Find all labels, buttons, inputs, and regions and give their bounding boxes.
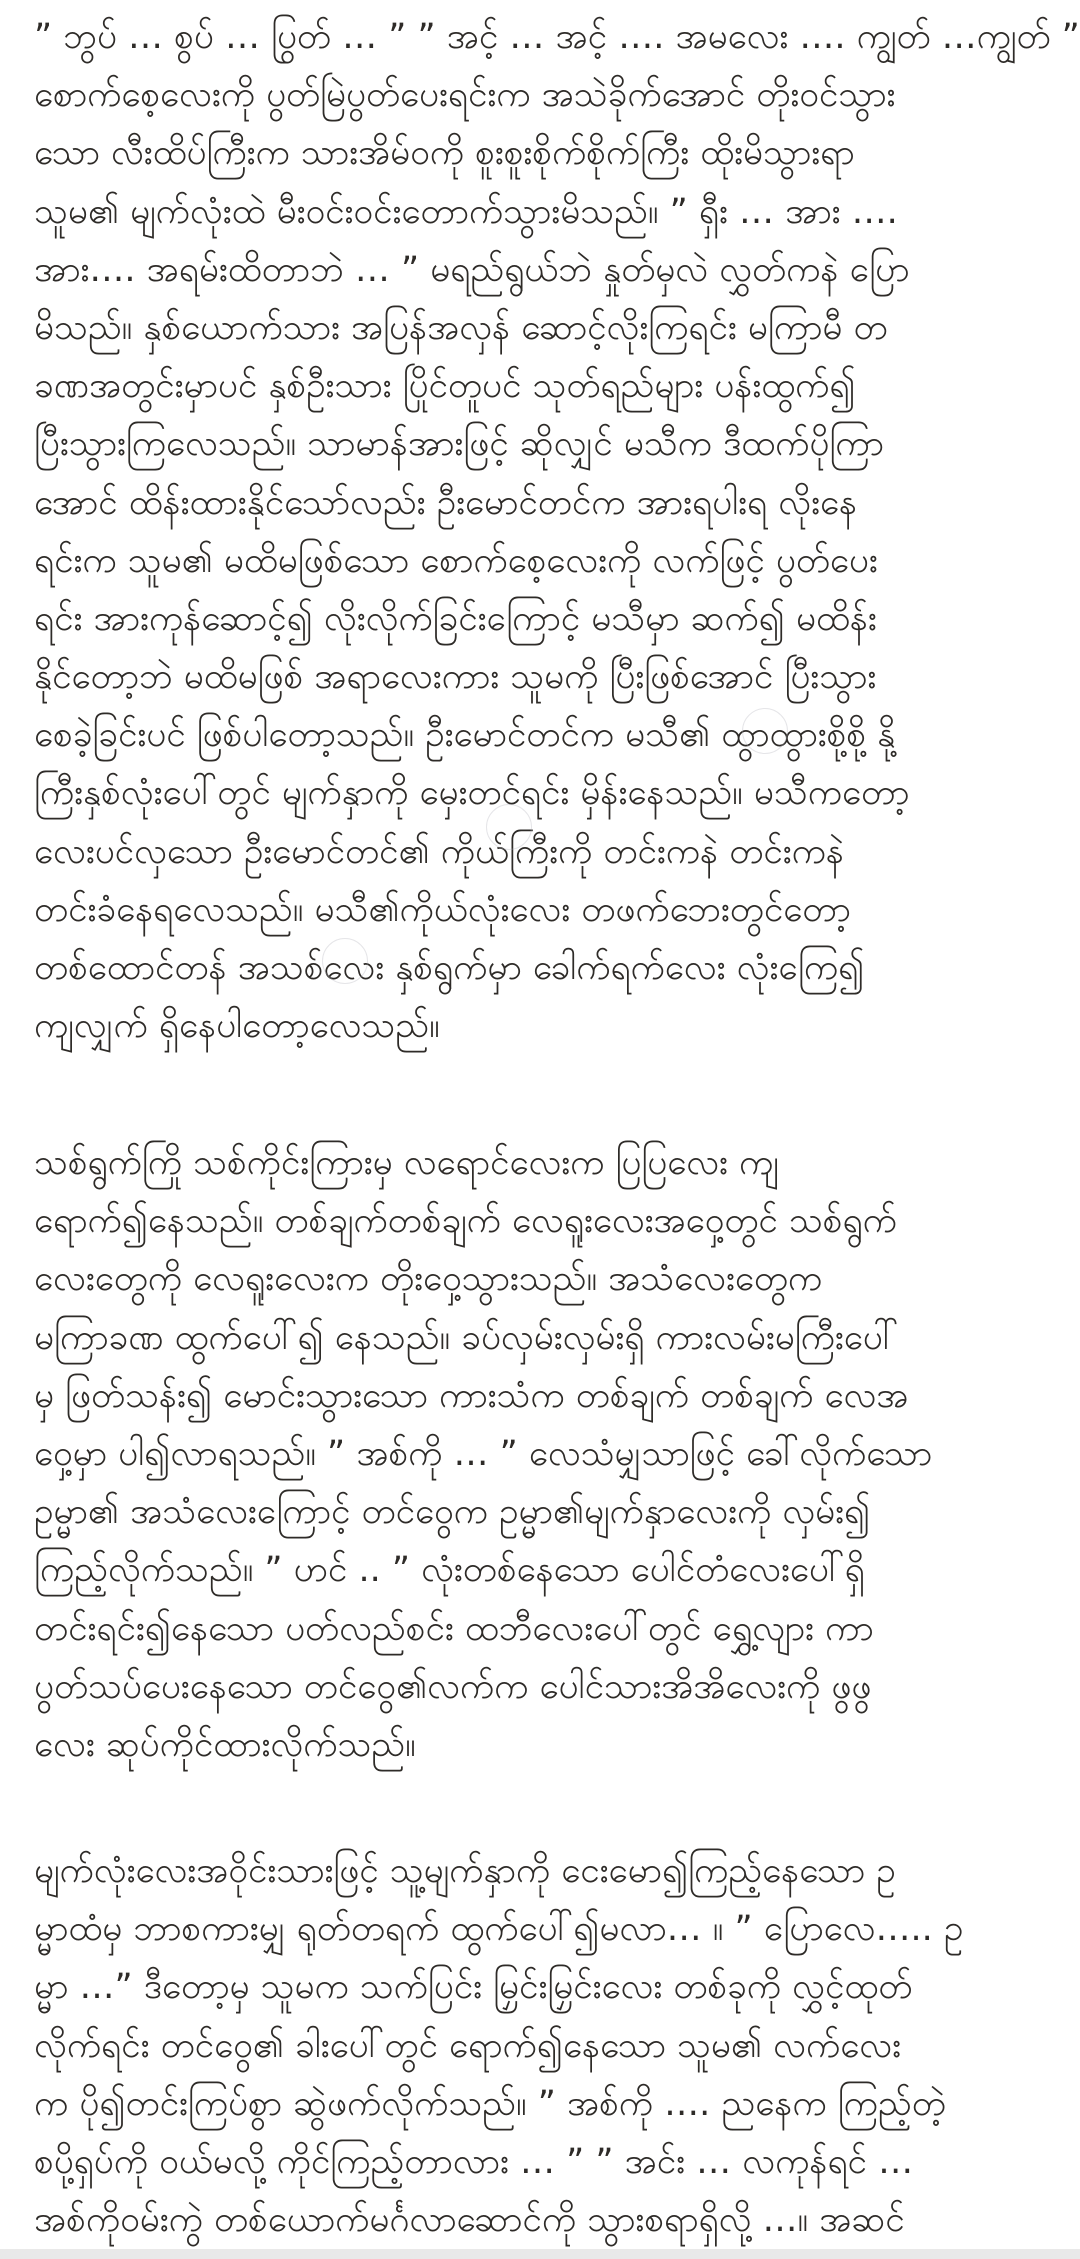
- text-line: မှ ဖြတ်သန်း၍ မောင်းသွားသော ကားသံက တစ်ချက် တစ်ချက် လေအ: [34, 1375, 909, 1416]
- text-line: ကျလျှက် ရှိနေပါတော့လေသည်။: [34, 1006, 440, 1047]
- text-line: ခဏအတွင်းမှာပင် နှစ်ဦးသား ပြိုင်တူပင် သုတ်ရည်များ ပန်းထွက်၍: [34, 366, 856, 407]
- text-line: တင်းရင်း၍နေသော ပတ်လည်စင်း ထဘီလေးပေါ်တွင် ရွှေ့လျား ကာ: [34, 1608, 874, 1649]
- bottom-edge-bar: [0, 2249, 1080, 2259]
- text-line: ကြီးနှစ်လုံးပေါ်တွင် မျက်နှာကို မှေးတင်ရင်း မှိန်းနေသည်။ မသီကတော့: [34, 773, 910, 814]
- text-line: က ပို၍တင်းကြပ်စွာ ဆွဲဖက်လိုက်သည်။ ” အစ်ကို …. ညနေက ကြည့်တဲ့: [34, 2083, 946, 2124]
- text-line: လိုက်ရင်း တင်ဝွေ၏ ခါးပေါ်တွင် ရောက်၍နေသော သူမ၏ လက်လေး: [34, 2025, 901, 2066]
- text-line: လေး ဆုပ်ကိုင်ထားလိုက်သည်။: [34, 1724, 416, 1765]
- text-line: ပွတ်သပ်ပေးနေသော တင်ဝွေ၏လက်က ပေါင်သားအိအိလေးကို ဖွဖွ: [34, 1666, 872, 1707]
- text-line: စပို့ရှပ်ကို ဝယ်မလို့ ကိုင်ကြည့်တာလား … ” ” အင်း … လကုန်ရင် …: [34, 2141, 914, 2182]
- text-line: ပြီးသွားကြလေသည်။ သာမာန်အားဖြင့် ဆိုလျှင် မသီက ဒီထက်ပိုကြာ: [34, 424, 884, 465]
- text-line: စောက်စေ့လေးကို ပွတ်မြဲပွတ်ပေးရင်းက အသဲခိုက်အောင် တိုးဝင်သွား: [34, 75, 896, 116]
- text-line: အစ်ကိုဝမ်းကွဲ တစ်ယောက်မင်္ဂလာဆောင်ကို သွားစရာရှိလို့ …။ အဆင်: [34, 2200, 905, 2241]
- text-line: တစ်ထောင်တန် အသစ်လေး နှစ်ရွက်မှာ ခေါက်ရက်လေး လုံးကြေ၍: [34, 948, 865, 988]
- paragraph-1: [34, 8, 1080, 1055]
- text-line: မ္မာ …” ဒီတော့မှ သူမက သက်ပြင်း မြှင်းမြှင်းလေး တစ်ခုကို လွှင့်ထုတ်: [34, 1967, 913, 2008]
- text-line: နိုင်တော့ဘဲ မထိမဖြစ် အရာလေးကား သူမကို ပြီးဖြစ်အောင် ပြီးသွား: [34, 657, 877, 698]
- text-line: မိသည်။ နှစ်ယောက်သား အပြန်အလှန် ဆောင့်လိုးကြရင်း မကြာမီ တ: [34, 307, 888, 348]
- text-line: လေးတွေကို လေရူးလေးက တိုးဝှေ့သွားသည်။ အသံလေးတွေက: [34, 1259, 823, 1300]
- text-line: အား…. အရမ်းထိတာဘဲ … ” မရည်ရွယ်ဘဲ နှုတ်မှလဲ လွှတ်ကနဲ ပြော: [34, 249, 910, 290]
- faint-overlay-circle: [322, 938, 368, 984]
- text-line: ရင်းက သူမ၏ မထိမဖြစ်သော စောက်စေ့လေးကို လက်ဖြင့် ပွတ်ပေး: [34, 540, 878, 581]
- text-line: မ္မာထံမှ ဘာစကားမျှ ရုတ်တရက် ထွက်ပေါ်၍မလာ… ။ ” ပြောလေ….. ဥ: [34, 1909, 964, 1950]
- text-line: ကြည့်လိုက်သည်။ ” ဟင် .. ” လုံးတစ်နေသော ပေါင်တံလေးပေါ်ရှိ: [34, 1550, 865, 1591]
- text-line: တင်းခံနေရလေသည်။ မသီ၏ကိုယ်လုံးလေး တဖက်ဘေးတွင်တော့: [34, 889, 851, 930]
- text-line: စေခဲ့ခြင်းပင် ဖြစ်ပါတော့သည်။ ဦးမောင်တင်က မသီ၏ ထွာထွားစို့စို့ နို့: [34, 715, 896, 756]
- text-line: မျက်လုံးလေးအဝိုင်းသားဖြင့် သူ့မျက်နှာကို ငေးမော၍ကြည့်နေသော ဥ: [34, 1851, 896, 1891]
- paragraph-3: [34, 1842, 963, 2249]
- text-line: ဥမ္မာ၏ အသံလေးကြောင့် တင်ဝွေက ဥမ္မာ၏မျက်နှာလေးကို လှမ်း၍: [34, 1492, 871, 1533]
- text-line: မကြာခဏ ထွက်ပေါ်၍ နေသည်။ ခပ်လှမ်းလှမ်းရှိ ကားလမ်းမကြီးပေါ်: [34, 1317, 899, 1358]
- faint-overlay-circle: [742, 708, 788, 754]
- paragraph-2: [34, 1134, 932, 1774]
- text-line: လေးပင်လှသော ဦးမောင်တင်၏ ကိုယ်ကြီးကို တင်းကနဲ တင်းကနဲ: [34, 831, 844, 872]
- text-line: ” ဘွပ် … စွပ် … ပြွတ် … ” ” အင့် … အင့် …. အမလေး …. ကျွတ် …ကျွတ် ”: [34, 17, 1080, 57]
- text-line: ဝှေ့မှာ ပါ၍လာရသည်။ ” အစ်ကို … ” လေသံမျှသာဖြင့် ခေါ်လိုက်သော: [34, 1433, 933, 1474]
- text-line: သစ်ရွက်ကြို သစ်ကိုင်းကြားမှ လရောင်လေးက ပြပြလေး ကျ: [34, 1143, 779, 1183]
- text-line: ရောက်၍နေသည်။ တစ်ချက်တစ်ချက် လေရူးလေးအဝှေ့တွင် သစ်ရွက်: [34, 1201, 897, 1242]
- text-line: အောင် ထိန်းထားနိုင်သော်လည်း ဦးမောင်တင်က အားရပါးရ လိုးနေ: [34, 482, 858, 523]
- text-line: သူမ၏ မျက်လုံးထဲ မီးဝင်းဝင်းတောက်သွားမိသည်။ ” ရှီး … အား ….: [34, 191, 898, 232]
- text-line: သော လီးထိပ်ကြီးက သားအိမ်ဝကို စူးစူးစိုက်စိုက်ကြီး ထိုးမိသွားရာ: [34, 133, 855, 174]
- text-line: ရင်း အားကုန်ဆောင့်၍ လိုးလိုက်ခြင်းကြောင့် မသီမှာ ဆက်၍ မထိန်း: [34, 598, 877, 639]
- faint-overlay-circle: [486, 804, 532, 850]
